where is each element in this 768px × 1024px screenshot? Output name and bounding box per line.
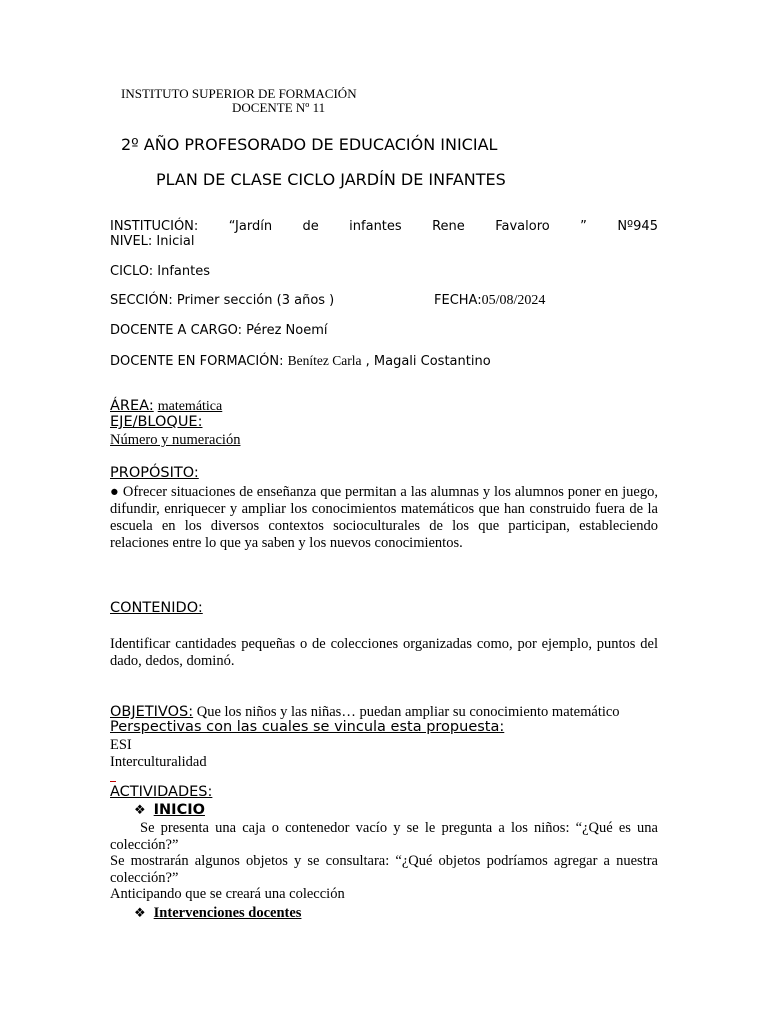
proposito-text: ● Ofrecer situaciones de enseñanza que permitan a las alumnas y los alumnos poner en juego, difundir, enriquecer y ampliar los conocimientos matemáticos que han construido fuera de la escuela en los diversos contextos socioculturales de los que participan, estableciendo relaciones entre lo que ya saben y los nuevos conocimientos. — [110, 484, 658, 551]
actividades-label: ACTIVIDADES: — [110, 784, 213, 800]
inicio-heading — [134, 801, 205, 819]
intervenciones-heading — [134, 904, 301, 922]
contenido-label: CONTENIDO: — [110, 600, 203, 616]
institucion-word: ” — [580, 219, 587, 234]
institucion-word: de — [302, 219, 319, 234]
institucion-word: Nº945 — [617, 219, 658, 234]
document-subtitle: PLAN DE CLASE CICLO JARDÍN DE INFANTES — [156, 170, 506, 189]
contenido-text: Identificar cantidades pequeñas o de colecciones organizadas como, por ejemplo, puntos del dado, dedos, dominó. — [110, 636, 658, 669]
actividad-paragraph: Anticipando que se creará una colección — [110, 886, 345, 902]
docente-formacion-label: DOCENTE EN FORMACIÓN: — [110, 354, 284, 369]
fecha-label: FECHA: — [434, 293, 482, 308]
institucion-word: Favaloro — [495, 219, 550, 234]
diamond-bullet-icon: ❖ — [134, 803, 146, 818]
inicio-label: INICIO — [153, 802, 205, 818]
institucion-word: “Jardín — [228, 219, 273, 234]
objetivos-label: OBJETIVOS: — [110, 704, 194, 720]
perspectiva-item: Interculturalidad — [110, 754, 207, 770]
institute-name-line2: DOCENTE Nº 11 — [232, 100, 326, 115]
institute-name-line1: INSTITUTO SUPERIOR DE FORMACIÓN — [121, 86, 357, 101]
fecha-value: 05/08/2024 — [481, 293, 546, 308]
actividad-paragraph: Se mostrarán algunos objetos y se consultara: “¿Qué objetos podríamos agregar a nuestra colección?” — [110, 853, 658, 886]
institucion-word: INSTITUCIÓN: — [110, 219, 199, 234]
area-label: ÁREA: — [110, 398, 154, 414]
intervenciones-label: Intervenciones docentes — [153, 905, 302, 921]
docente-formacion-field — [110, 353, 491, 369]
objetivos-text: Que los niños y las niñas… puedan ampliar su conocimiento matemático — [193, 704, 620, 720]
proposito-label: PROPÓSITO: — [110, 465, 199, 481]
perspectivas-label: Perspectivas con las cuales se vincula esta propuesta: — [110, 719, 505, 735]
area-value: matemática — [157, 399, 223, 414]
seccion-field: SECCIÓN: Primer sección (3 años ) — [110, 293, 335, 308]
perspectiva-item: ESI — [110, 737, 132, 753]
fecha-field — [434, 293, 545, 309]
docente-cargo-field: DOCENTE A CARGO: Pérez Noemí — [110, 323, 328, 338]
actividad-paragraph: Se presenta una caja o contenedor vacío y se le pregunta a los niños: “¿Qué es una colección?” — [110, 820, 658, 853]
ciclo-field: CICLO: Infantes — [110, 264, 211, 279]
area-row — [110, 397, 222, 415]
institucion-word: Rene — [432, 219, 465, 234]
institucion-word: infantes — [349, 219, 402, 234]
nivel-field: NIVEL: Inicial — [110, 234, 195, 249]
document-title: 2º AÑO PROFESORADO DE EDUCACIÓN INICIAL — [121, 135, 498, 154]
docente-formacion-name: Benítez Carla — [287, 353, 362, 368]
eje-label: EJE/BLOQUE: — [110, 414, 203, 430]
red-underline-mark — [110, 781, 116, 782]
docente-formacion-name: , Magali Costantino — [361, 354, 491, 369]
eje-value: Número y numeración — [110, 432, 241, 448]
diamond-bullet-icon: ❖ — [134, 906, 146, 921]
institucion-row — [110, 219, 658, 234]
